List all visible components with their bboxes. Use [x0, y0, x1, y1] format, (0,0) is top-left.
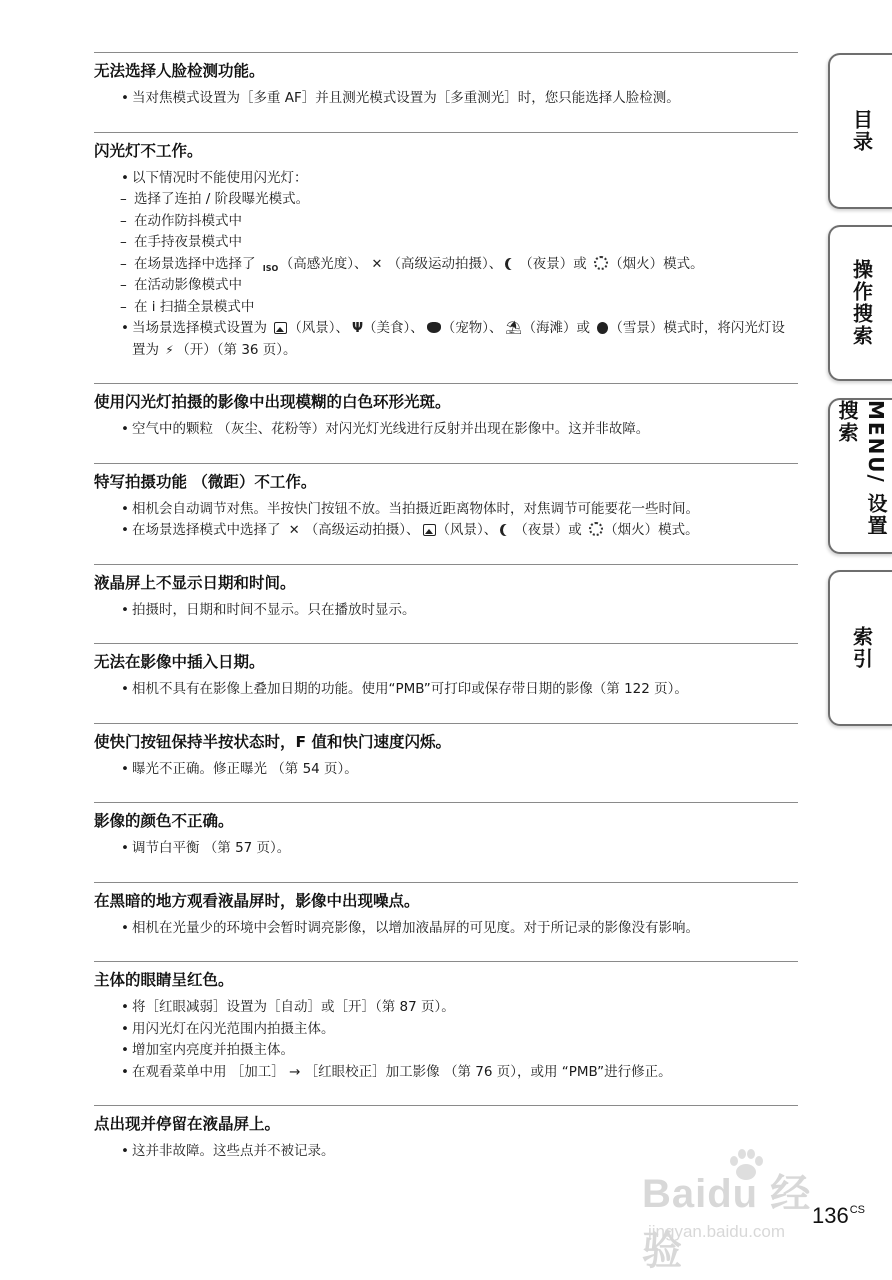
advanced-sports-icon: [288, 523, 304, 536]
fireworks-icon: [594, 256, 608, 270]
tab-toc[interactable]: [828, 53, 892, 209]
faq-question: 使用闪光灯拍摄的影像中出现模糊的白色环形光斑。: [94, 393, 451, 411]
answer-bullet: [94, 679, 798, 701]
answer-text: 空气中的颗粒 （灰尘、花粉等）对闪光灯光线进行反射并出现在影像中。这并非故障。: [132, 421, 650, 437]
side-tabs: [824, 0, 892, 1280]
answer-text: 选择了连拍 / 阶段曝光模式。: [134, 191, 310, 207]
answer-bullet: [94, 1040, 798, 1062]
answer-text: 调节白平衡 （第 57 页）。: [132, 840, 291, 856]
answer-bullet: [94, 520, 798, 542]
answer-bullet: [94, 88, 798, 110]
flash-on-icon: [166, 343, 175, 356]
faq-section: [94, 643, 798, 701]
answer-text: 用闪光灯在闪光范围内拍摄主体。: [132, 1020, 335, 1037]
tab-menu-settings-search[interactable]: [828, 398, 892, 554]
answer-subitem: [94, 189, 798, 211]
answer-text: 在活动影像模式中: [134, 277, 242, 293]
snow-icon: [597, 322, 608, 334]
answer-bullet: [94, 419, 798, 441]
faq-answer-list: [94, 499, 798, 542]
tab-index[interactable]: [828, 570, 892, 726]
beach-icon: [506, 321, 522, 334]
answer-text: 这并非故障。这些点并不被记录。: [132, 1143, 335, 1159]
faq-answer-list: [94, 838, 798, 860]
faq-section: [94, 383, 798, 441]
page-number-suffix: CS: [849, 1204, 865, 1216]
advanced-sports-icon: [371, 257, 387, 270]
faq-section: [94, 802, 798, 860]
landscape-icon: [274, 322, 287, 334]
faq-question: 使快门按钮保持半按状态时，F 值和快门速度闪烁。: [94, 732, 451, 751]
night-scene-icon: [508, 258, 518, 270]
answer-text: 当对焦模式设置为［多重 AF］并且测光模式设置为［多重测光］时，您只能选择人脸检测。: [132, 90, 680, 106]
answer-bullet: [94, 997, 798, 1019]
faq-question: 无法选择人脸检测功能。: [94, 62, 265, 80]
answer-bullet: [94, 759, 798, 781]
faq-answer-list: [94, 679, 798, 701]
faq-question: 特写拍摄功能 （微距）不工作。: [94, 472, 317, 491]
faq-question: 无法在影像中插入日期。: [94, 653, 265, 671]
faq-section: [94, 723, 798, 781]
page-number-value: 136: [812, 1203, 849, 1228]
answer-text: 当场景选择模式设置为 （风景）、Ψ （美食）、 （宠物）、⛱ （海滩）或 （雪景）模式时，将闪光灯设置为 ⚡（开）（第 36 页）。: [132, 320, 785, 358]
faq-question: 在黑暗的地方观看液晶屏时，影像中出现噪点。: [94, 891, 420, 910]
answer-bullet: [94, 918, 798, 940]
night-scene-icon: [503, 524, 513, 536]
page-number: [812, 1203, 865, 1229]
answer-text: 在场景选择中选择了 ISO（高感光度）、✕ （高级运动拍摄）、 （夜景）或 （烟火）模式。: [120, 256, 704, 272]
tab-menu-settings-search-label: MENU/ 设置搜索: [835, 400, 888, 537]
answer-text: 相机在光量少的环境中会暂时调亮影像，以增加液晶屏的可见度。对于所记录的影像没有影响。: [132, 919, 699, 936]
fireworks-icon: [589, 522, 603, 536]
answer-text: 相机不具有在影像上叠加日期的功能。使用“PMB”可打印或保存带日期的影像（第 122 页）。: [132, 681, 688, 697]
answer-text: 在 i 扫描全景模式中: [134, 298, 255, 315]
answer-text: 曝光不正确。修正曝光 （第 54 页）。: [132, 760, 358, 777]
answer-bullet: [94, 1019, 798, 1041]
faq-question: 主体的眼睛呈红色。: [94, 971, 234, 989]
answer-subitem: [94, 275, 798, 297]
pet-icon: [427, 322, 441, 333]
landscape-icon: [423, 524, 436, 536]
troubleshooting-content: [94, 52, 798, 1185]
faq-answer-list: [94, 168, 798, 362]
faq-question: 点出现并停留在液晶屏上。: [94, 1115, 281, 1133]
tab-index-label: 索引: [849, 626, 874, 670]
faq-section: [94, 564, 798, 622]
faq-section: [94, 463, 798, 542]
faq-section: [94, 52, 798, 110]
answer-text: 拍摄时，日期和时间不显示。只在播放时显示。: [132, 601, 416, 618]
faq-question: 闪光灯不工作。: [94, 141, 203, 160]
answer-text: 增加室内亮度并拍摄主体。: [132, 1042, 294, 1058]
answer-subitem: [94, 254, 798, 276]
watermark-url: jingyan.baidu.com: [648, 1222, 786, 1241]
answer-subitem: [94, 211, 798, 233]
faq-question: 液晶屏上不显示日期和时间。: [94, 573, 296, 592]
answer-text: 在动作防抖模式中: [134, 212, 242, 229]
tab-operation-search[interactable]: [828, 225, 892, 381]
watermark-logo: Baidu 经验: [642, 1172, 812, 1273]
answer-bullet: [94, 1062, 798, 1084]
tab-toc-label: 目录: [849, 109, 874, 153]
answer-bullet: [94, 838, 798, 860]
answer-text: 在场景选择模式中选择了 ✕（高级运动拍摄）、 （风景）、 （夜景）或 （烟火）模式。: [132, 522, 699, 538]
gourmet-icon: [352, 321, 362, 334]
faq-answer-list: [94, 997, 798, 1083]
answer-subitem: [94, 232, 798, 254]
faq-section: [94, 882, 798, 940]
tab-operation-search-label: 操作搜索: [849, 259, 874, 347]
faq-section: [94, 132, 798, 362]
high-sensitivity-icon: [263, 257, 279, 270]
answer-bullet: [94, 318, 798, 361]
faq-answer-list: [94, 600, 798, 622]
faq-answer-list: [94, 759, 798, 781]
answer-text: 在观看菜单中用 ［加工］ → ［红眼校正］加工影像 （第 76 页），或用 “PMB”进行修正。: [132, 1063, 672, 1080]
faq-answer-list: [94, 88, 798, 110]
answer-bullet: [94, 600, 798, 622]
answer-subitem: [94, 297, 798, 319]
faq-answer-list: [94, 918, 798, 940]
answer-bullet: [94, 168, 798, 190]
faq-question: 影像的颜色不正确。: [94, 812, 234, 830]
answer-text: 将［红眼减弱］设置为［自动］或［开］（第 87 页）。: [132, 999, 455, 1015]
answer-text: 相机会自动调节对焦。半按快门按钮不放。当拍摄近距离物体时，对焦调节可能要花一些时间。: [132, 500, 699, 517]
faq-section: [94, 961, 798, 1083]
faq-answer-list: [94, 419, 798, 441]
answer-text: 以下情况时不能使用闪光灯：: [132, 169, 308, 186]
answer-bullet: [94, 499, 798, 521]
answer-text: 在手持夜景模式中: [134, 234, 242, 250]
